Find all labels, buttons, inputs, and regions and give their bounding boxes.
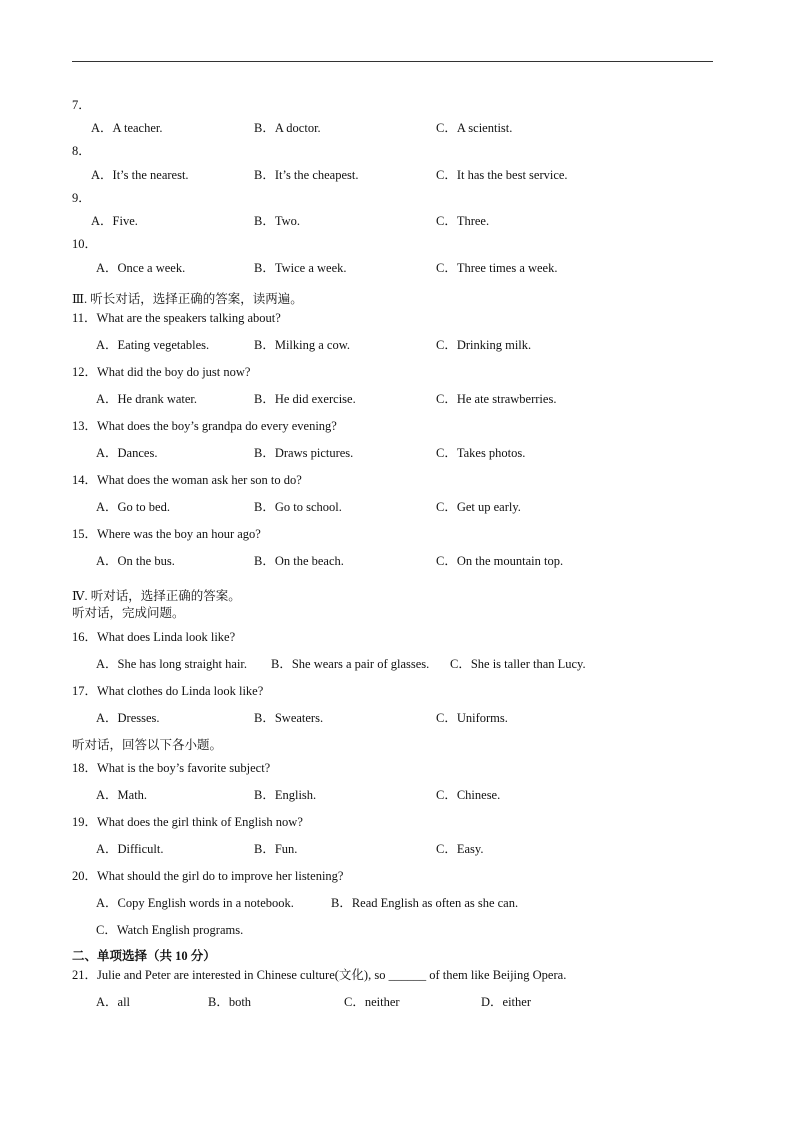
q7-option-b[interactable]: B．A doctor. xyxy=(254,121,321,135)
q11-option-c[interactable]: C．Drinking milk. xyxy=(436,338,532,352)
question-11: 11．What are the speakers talking about? xyxy=(72,311,281,325)
question-14: 14．What does the woman ask her son to do? xyxy=(72,473,302,487)
q14-option-b[interactable]: B．Go to school. xyxy=(254,500,342,514)
question-10-number: 10． xyxy=(72,237,98,251)
q10-option-c[interactable]: C．Three times a week. xyxy=(436,261,558,275)
q19-option-a[interactable]: A．Difficult. xyxy=(96,842,164,856)
q11-option-b[interactable]: B．Milking a cow. xyxy=(254,338,351,352)
q16-option-b[interactable]: B．She wears a pair of glasses. xyxy=(271,657,430,671)
section-4-heading: Ⅳ. 听对话，选择正确的答案。 xyxy=(72,589,241,603)
q10-option-a[interactable]: A．Once a week. xyxy=(96,261,186,275)
q16-option-c[interactable]: C．She is taller than Lucy. xyxy=(450,657,586,671)
q15-option-a[interactable]: A．On the bus. xyxy=(96,554,175,568)
q18-option-b[interactable]: B．English. xyxy=(254,788,317,802)
subsection-1-instruction: 听对话，完成问题。 xyxy=(72,606,185,620)
question-19: 19．What does the girl think of English now? xyxy=(72,815,303,829)
q11-option-a[interactable]: A．Eating vegetables. xyxy=(96,338,210,352)
q13-option-c[interactable]: C．Takes photos. xyxy=(436,446,526,460)
q8-option-c[interactable]: C．It has the best service. xyxy=(436,168,568,182)
subsection-2-instruction: 听对话，回答以下各小题。 xyxy=(72,738,223,752)
question-21: 21．Julie and Peter are interested in Chinese culture(文化), so ______ of them like Beijing Opera. xyxy=(72,968,567,982)
q15-option-b[interactable]: B．On the beach. xyxy=(254,554,344,568)
q10-option-b[interactable]: B．Twice a week. xyxy=(254,261,347,275)
q18-option-c[interactable]: C．Chinese. xyxy=(436,788,501,802)
q21-option-d[interactable]: D．either xyxy=(481,995,531,1009)
q18-option-a[interactable]: A．Math. xyxy=(96,788,148,802)
q16-option-a[interactable]: A．She has long straight hair. xyxy=(96,657,248,671)
q15-option-c[interactable]: C．On the mountain top. xyxy=(436,554,564,568)
q21-option-b[interactable]: B．both xyxy=(208,995,252,1009)
q14-option-a[interactable]: A．Go to bed. xyxy=(96,500,170,514)
q9-option-c[interactable]: C．Three. xyxy=(436,214,490,228)
q19-option-b[interactable]: B．Fun. xyxy=(254,842,298,856)
q20-option-b[interactable]: B．Read English as often as she can. xyxy=(331,896,519,910)
q7-option-a[interactable]: A．A teacher. xyxy=(91,121,163,135)
q12-option-b[interactable]: B．He did exercise. xyxy=(254,392,356,406)
q13-option-a[interactable]: A．Dances. xyxy=(96,446,158,460)
q17-option-b[interactable]: B．Sweaters. xyxy=(254,711,324,725)
question-7-number: 7． xyxy=(72,98,91,112)
q17-option-c[interactable]: C．Uniforms. xyxy=(436,711,508,725)
q9-option-a[interactable]: A．Five. xyxy=(91,214,138,228)
q20-option-c[interactable]: C．Watch English programs. xyxy=(96,923,244,937)
q13-option-b[interactable]: B．Draws pictures. xyxy=(254,446,354,460)
q19-option-c[interactable]: C．Easy. xyxy=(436,842,484,856)
q12-option-c[interactable]: C．He ate strawberries. xyxy=(436,392,557,406)
header-rule xyxy=(72,61,713,62)
q21-option-a[interactable]: A．all xyxy=(96,995,131,1009)
q8-option-a[interactable]: A．It’s the nearest. xyxy=(91,168,189,182)
question-9-number: 9． xyxy=(72,191,91,205)
question-8-number: 8． xyxy=(72,144,91,158)
q17-option-a[interactable]: A．Dresses. xyxy=(96,711,160,725)
section-3-heading: Ⅲ. 听长对话，选择正确的答案，读两遍。 xyxy=(72,292,303,306)
q21-option-c[interactable]: C．neither xyxy=(344,995,400,1009)
q20-option-a[interactable]: A．Copy English words in a notebook. xyxy=(96,896,294,910)
part-2-heading: 二、单项选择（共 10 分） xyxy=(72,949,216,963)
q7-option-c[interactable]: C．A scientist. xyxy=(436,121,513,135)
question-20: 20．What should the girl do to improve her listening? xyxy=(72,869,344,883)
question-13: 13．What does the boy’s grandpa do every evening? xyxy=(72,419,337,433)
q14-option-c[interactable]: C．Get up early. xyxy=(436,500,521,514)
question-17: 17．What clothes do Linda look like? xyxy=(72,684,264,698)
q9-option-b[interactable]: B．Two. xyxy=(254,214,301,228)
q12-option-a[interactable]: A．He drank water. xyxy=(96,392,198,406)
question-18: 18．What is the boy’s favorite subject? xyxy=(72,761,271,775)
question-12: 12．What did the boy do just now? xyxy=(72,365,251,379)
q8-option-b[interactable]: B．It’s the cheapest. xyxy=(254,168,359,182)
question-15: 15．Where was the boy an hour ago? xyxy=(72,527,261,541)
question-16: 16．What does Linda look like? xyxy=(72,630,236,644)
